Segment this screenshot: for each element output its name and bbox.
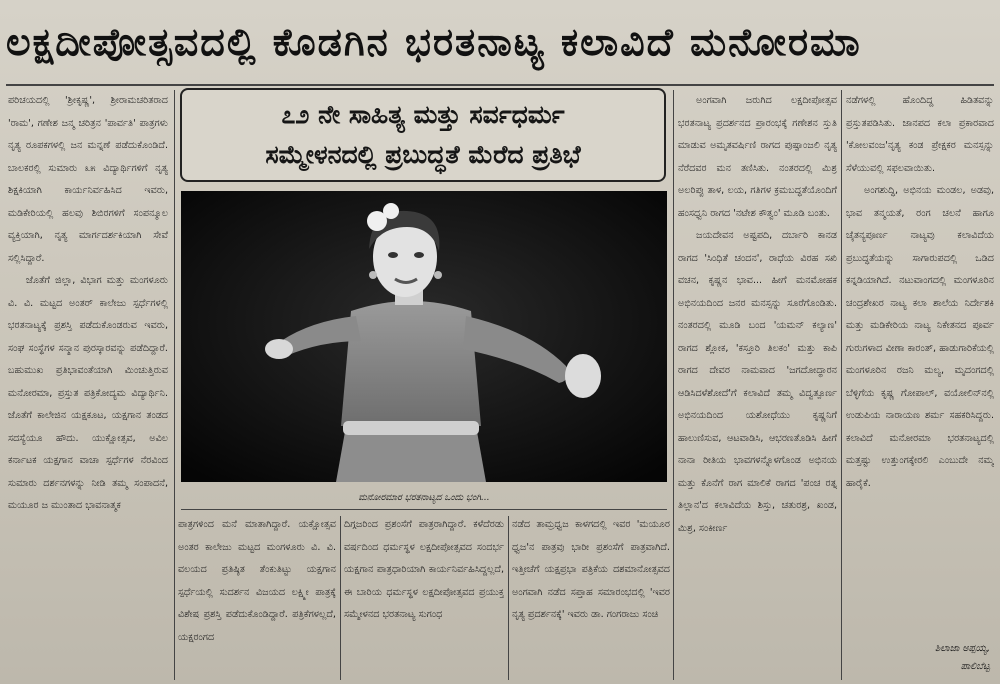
column-divider <box>174 90 175 680</box>
paragraph: ದಿಗ್ಗಜರಿಂದ ಪ್ರಶಂಸೆಗೆ ಪಾತ್ರರಾಗಿದ್ದಾರೆ. ಕಳೆದೆರಡು ವರ್ಷದಿಂದ ಧರ್ಮಸ್ಥಳ ಲಕ್ಷದೀಪೋತ್ಸವದ ಸಂದರ್ಭ ಯಕ್ಷಗಾನ ಪಾತ್ರಧಾರಿಯಾಗಿ ಕಾರ್ಯನಿರ್ವಹಿಸಿದ್ದಲ್ಲದೆ, ಈ ಬಾರಿಯ ಧರ್ಮಸ್ಥಳ ಲಕ್ಷದೀಪೋತ್ಸವದ ಪ್ರಯುಕ್ತ ಸಮ್ಮೇಳನದ ಭರತನಾಟ್ಯ ಸುಗಂಧ <box>344 519 504 620</box>
article-column-1 <box>8 90 168 682</box>
column-divider <box>841 90 842 680</box>
paragraph: ಅಂಗವಾಗಿ ಜರುಗಿದ ಲಕ್ಷದೀಪೋತ್ಸವ ಭರತನಾಟ್ಯ ಪ್ರದರ್ಶನದ ಪ್ರಾರಂಭಕ್ಕೆ ಗಣೇಶನ ಸ್ತುತಿ ಮಾಡುವ ಅಮೃತವರ್ಷಿಣಿ ರಾಗದ ಪುಷ್ಪಾಂಜಲಿ ನೃತ್ಯ ನೆರೆದವರ ಮನ ತಣಿಸಿತು. ನಂತರದಲ್ಲಿ ಮಿಶ್ರ ಅಲರಿಪ್ಪು ತಾಳ, ಲಯ, ಗತಿಗಳ ಕ್ರಮಬದ್ಧತೆಯೊಂದಿಗೆ ಹಂಸಧ್ವನಿ ರಾಗದ 'ನಟೇಶ ಕೌತ್ವಂ' ಮೂಡಿ ಬಂತು. <box>678 95 837 219</box>
article-column-5 <box>678 90 837 682</box>
dancer-image <box>181 191 667 482</box>
byline-name: ಶಿಲಾಜಾ ಅಪ್ಪಯ್ಯ, <box>934 643 990 654</box>
headline: ಲಕ್ಷದೀಪೋತ್ಸವದಲ್ಲಿ ಕೊಡಗಿನ ಭರತನಾಟ್ಯ ಕಲಾವಿದೆ ಮನೋರಮಾ <box>6 20 862 64</box>
article-column-6 <box>846 90 994 638</box>
column-divider <box>508 516 509 680</box>
paragraph: ಪಾತ್ರಗಳಿಂದ ಮನೆ ಮಾತಾಗಿದ್ದಾರೆ. ಯಕ್ಷೋತ್ಸವ ಅಂತರ ಕಾಲೇಜು ಮಟ್ಟದ ಮಂಗಳೂರು ವಿ. ವಿ. ವಲಯದ ಪ್ರತಿಷ್ಠಿತ ತೆಂಕುತಿಟ್ಟು ಯಕ್ಷಗಾನ ಸ್ಪರ್ಧೆಯಲ್ಲಿ ಸುದರ್ಶನ ವಿಜಯದ ಲಕ್ಷ್ಮೀ ಪಾತ್ರಕ್ಕೆ ವಿಶೇಷ ಪ್ರಶಸ್ತಿ ಪಡೆದುಕೊಂಡಿದ್ದಾರೆ. ಪತ್ರಿಕೆಗಳಲ್ಲದೆ, ಯಕ್ಷರಂಗದ <box>178 519 336 643</box>
paragraph: ನಡೆಗಳಲ್ಲಿ ಹೊಂದಿದ್ದ ಹಿಡಿತವನ್ನು ಪ್ರಸ್ತುತಪಡಿಸಿತು. ಜಾನಪದ ಕಲಾ ಪ್ರಕಾರವಾದ 'ಕೋಲವಂಜ'ನೃತ್ಯ ಕಂಡ ಪ್ರೇಕ್ಷಕರ ಮನಸ್ಸನ್ನು ಸೆಳೆಯುವಲ್ಲಿ ಸಫಲವಾಯಿತು. <box>846 95 994 174</box>
dancer-photo <box>181 191 667 482</box>
byline-place: ಪಾಲಿಬೆಟ್ಟ <box>960 661 990 672</box>
paragraph: ನಡೆದ ತಾಮ್ರಧ್ವಜ ಕಾಳಗದಲ್ಲಿ ಇವರ 'ಮಯೂರ ಧ್ವಜ'ನ ಪಾತ್ರವು ಭಾರೀ ಪ್ರಶಂಸೆಗೆ ಪಾತ್ರವಾಗಿದೆ. ಇತ್ತೀಚೆಗೆ ಯಕ್ಷಪ್ರಭಾ ಪತ್ರಿಕೆಯ ದಶಮಾನೋತ್ಸವದ ಅಂಗವಾಗಿ ನಡೆದ ಸಪ್ತಾಹ ಸಮಾರಂಭದಲ್ಲಿ 'ಇವರ ನೃತ್ಯ ಪ್ರದರ್ಶನಕ್ಕೆ' ಇವರು ಡಾ. ಗಂಗರಾಜು ಸಂಚಿ <box>512 519 670 620</box>
paragraph: ಜೊತೆಗೆ ಜಿಲ್ಲಾ, ವಿಭಾಗ ಮತ್ತು ಮಂಗಳೂರು ವಿ. ವಿ. ಮಟ್ಟದ ಅಂತರ್ ಕಾಲೇಜು ಸ್ಪರ್ಧೆಗಳಲ್ಲಿ ಭರತನಾಟ್ಯಕ್ಕೆ ಪ್ರಶಸ್ತಿ ಪಡೆದುಕೊಂಡರುವ ಇವರು, ಸಂಘ ಸಂಸ್ಥೆಗಳ ಸನ್ಮಾನ ಪುರಸ್ಕಾರವನ್ನು ಪಡೆದಿದ್ದಾರೆ. ಬಹುಮುಖ ಪ್ರತಿಭಾವಂತೆಯಾಗಿ ಮಿಂಚುತ್ತಿರುವ ಮನೋರಮಾ, ಪ್ರಸ್ತುತ ಪತ್ರಿಕೋದ್ಯಮ ವಿದ್ಯಾರ್ಥಿನಿ. ಜೊತೆಗೆ ಕಾಲೇಜಿನ ಯಕ್ಷಕೂಟ, ಯಕ್ಷಗಾನ ತಂಡದ ಸದಸ್ಯೆಯೂ ಹೌದು. ಯುಕ್ಷೋತ್ಸವ, ಅವಿಲ ಕರ್ನಾಟಕ ಯಕ್ಷಗಾನ ವಾಚಾ ಸ್ಪರ್ಧೆಗಳ ನೆರವಿಂದ ಸುಮಾರು ದರ್ಶನಗಳನ್ನು ನೀಡಿ ತಮ್ಮ ಸಂಪಾದನೆ, ಮಯೂರ ಜ ಮುಂತಾದ ಭಾವನಾತ್ಮಕ <box>8 275 168 511</box>
byline <box>860 640 990 676</box>
headline-rule <box>6 84 994 86</box>
article-column-2 <box>178 514 336 682</box>
paragraph: ಜಯದೇವನ ಅಷ್ಟಪದಿ, ದರ್ಬಾರಿ ಕಾನಡ ರಾಗದ 'ಸಿಂಧಿತೆ ಚಂದನ', ರಾಧೆಯ ವಿರಹ ಸಖಿ ವಚನ, ಕೃಷ್ಣನ ಭಾವ... ಹೀಗೆ ಮನಮೋಹಕ ಅಭಿನಯದಿಂದ ಜನರ ಮನಸ್ಸನ್ನು ಸೂರೆಗೊಂಡಿತು. ನಂತರದಲ್ಲಿ ಮೂಡಿ ಬಂದ 'ಯಮನ್ ಕಲ್ಯಾಣ' ರಾಗದ ಶ್ಲೋಕ, 'ಕಸ್ತೂರಿ ತಿಲಕಂ' ಮತ್ತು ಕಾಪಿ ರಾಗದ ದೇವರ ನಾಮವಾದ 'ಜಗದೋದ್ಧಾರನ ಆಡಿಸಿದಳೆಶೋದೆ'ಗೆ ಕಲಾವಿದೆ ತಮ್ಮ ವಿದ್ವತ್ಪೂರ್ಣ ಅಭಿನಯದಿಂದ ಯಶೋಧೆಯು ಕೃಷ್ಣನಿಗೆ ಹಾಲುಣಿಸುವ, ಆಟವಾಡಿಸಿ, ಆಭರಣತೊಡಿಸಿ ಹೀಗೆ ನಾನಾ ರೀತಿಯ ಭಾವಗಳನ್ನೊಳಗೊಂಡ ಅಭಿನಯ ಮತ್ತು ಕೊನೆಗೆ ರಾಗ ಮಾಲಿಕೆ ರಾಗದ 'ಪಂಚ ರತ್ನ ತಿಲ್ಲಾನ'ದ ಕಲಾವಿದೆಯ ಶಿಸ್ತು, ಚತುರಶ್ರ, ಖಂಡ, ಮಿಶ್ರ, ಸಂಕೀರ್ಣ <box>678 230 837 534</box>
subheadline-line-1: ೭೨ ನೇ ಸಾಹಿತ್ಯ ಮತ್ತು ಸರ್ವಧರ್ಮ <box>281 100 565 129</box>
article-column-4 <box>512 514 670 682</box>
paragraph: ಅಂಗಶುದ್ಧಿ, ಅಭಿನಯ ಮಂಡಲ, ಅಡವು, ಭಾವ ತನ್ಮಯತೆ, ರಂಗ ಚಲನೆ ಹಾಗೂ ಚೈತನ್ಯಪೂರ್ಣ ನಾಟ್ಯವು ಕಲಾವಿದೆಯ ಪ್ರಬುದ್ಧತೆಯನ್ನು ಸಾಗಾರುಪದಲ್ಲಿ ಒಡಿದ ಕನ್ನಡಿಯಾಗಿದೆ. ನಟುವಾಂಗದಲ್ಲಿ ಮಂಗಳೂರಿನ ಚಂದ್ರಶೇಖರ ನಾಟ್ಯ ಕಲಾ ಶಾಲೆಯ ನಿರ್ದೇಶಕಿ ಮತ್ತು ಮಡಿಕೇರಿಯ ನಾಟ್ಯ ನಿಕೇತನದ ಪೂರ್ವ ಗುರುಗಳಾದ ವೀಣಾ ಕಾರಂತ್, ಹಾಡುಗಾರಿಕೆಯಲ್ಲಿ ಮಂಗಳೂರಿನ ರಜನಿ ಮಲ್ಯ, ಮೃದಂಗದಲ್ಲಿ ಬೆಳ್ಳಿಗೆಯ ಕೃಷ್ಣ ಗೋಪಾಲ್, ವಯೋಲಿನ್‌ನಲ್ಲಿ ಉಡುಪಿಯ ನಾರಾಯಣ ಶರ್ಮ ಸಹಕರಿಸಿದ್ದರು. ಕಲಾವಿದೆ ಮನೋರಮಾ ಭರತನಾಟ್ಯದಲ್ಲಿ ಮತ್ತಷ್ಟು ಉತ್ತುಂಗಕ್ಕೇರಲಿ ಎಂಬುದೇ ನಮ್ಮ ಹಾರೈಕೆ. <box>846 185 994 489</box>
subheadline-box <box>180 88 666 182</box>
column-divider <box>340 516 341 680</box>
column-divider <box>673 90 674 680</box>
photo-caption: ಮನೋರಮಾರ ಭರತನಾಟ್ಯದ ಒಂದು ಭಂಗಿ... <box>358 493 490 503</box>
caption-rule <box>181 509 667 510</box>
article-column-3 <box>344 514 504 682</box>
paragraph: ಪರಿಚಯದಲ್ಲಿ 'ಶ್ರೀಕೃಷ್ಣ', ಶ್ರೀರಾಮಚರಿತರಾದ 'ರಾಮ', ಗಣೇಶ ಜನ್ಮ ಚರಿತ್ರನ 'ಪಾರ್ವತಿ' ಪಾತ್ರಗಳು ನೃತ್ಯ ರೂಪಕಗಳಲ್ಲಿ ಜನ ಮನ್ನಣೆ ಪಡೆದುಕೊಂಡಿದೆ. ಬಾಲಕರಲ್ಲಿ ಸುಮಾರು ೩೫ ವಿದ್ಯಾರ್ಥಿಗಳಿಗೆ ನೃತ್ಯ ಶಿಕ್ಷಕಿಯಾಗಿ ಕಾರ್ಯನಿರ್ವಹಿಸಿದ ಇವರು, ಮಡಿಕೇರಿಯಲ್ಲಿ ಹಲವು ಶಿಬಿರಗಳಿಗೆ ಸಂಪನ್ಮೂಲ ವ್ಯಕ್ತಿಯಾಗಿ, ನೃತ್ಯ ಮಾರ್ಗದರ್ಶಕಿಯಾಗಿ ಸೇವೆ ಸಲ್ಲಿಸಿದ್ದಾರೆ. <box>8 95 168 264</box>
subheadline-line-2: ಸಮ್ಮೇಳನದಲ್ಲಿ ಪ್ರಬುದ್ಧತೆ ಮೆರೆದ ಪ್ರತಿಭೆ <box>265 140 581 169</box>
